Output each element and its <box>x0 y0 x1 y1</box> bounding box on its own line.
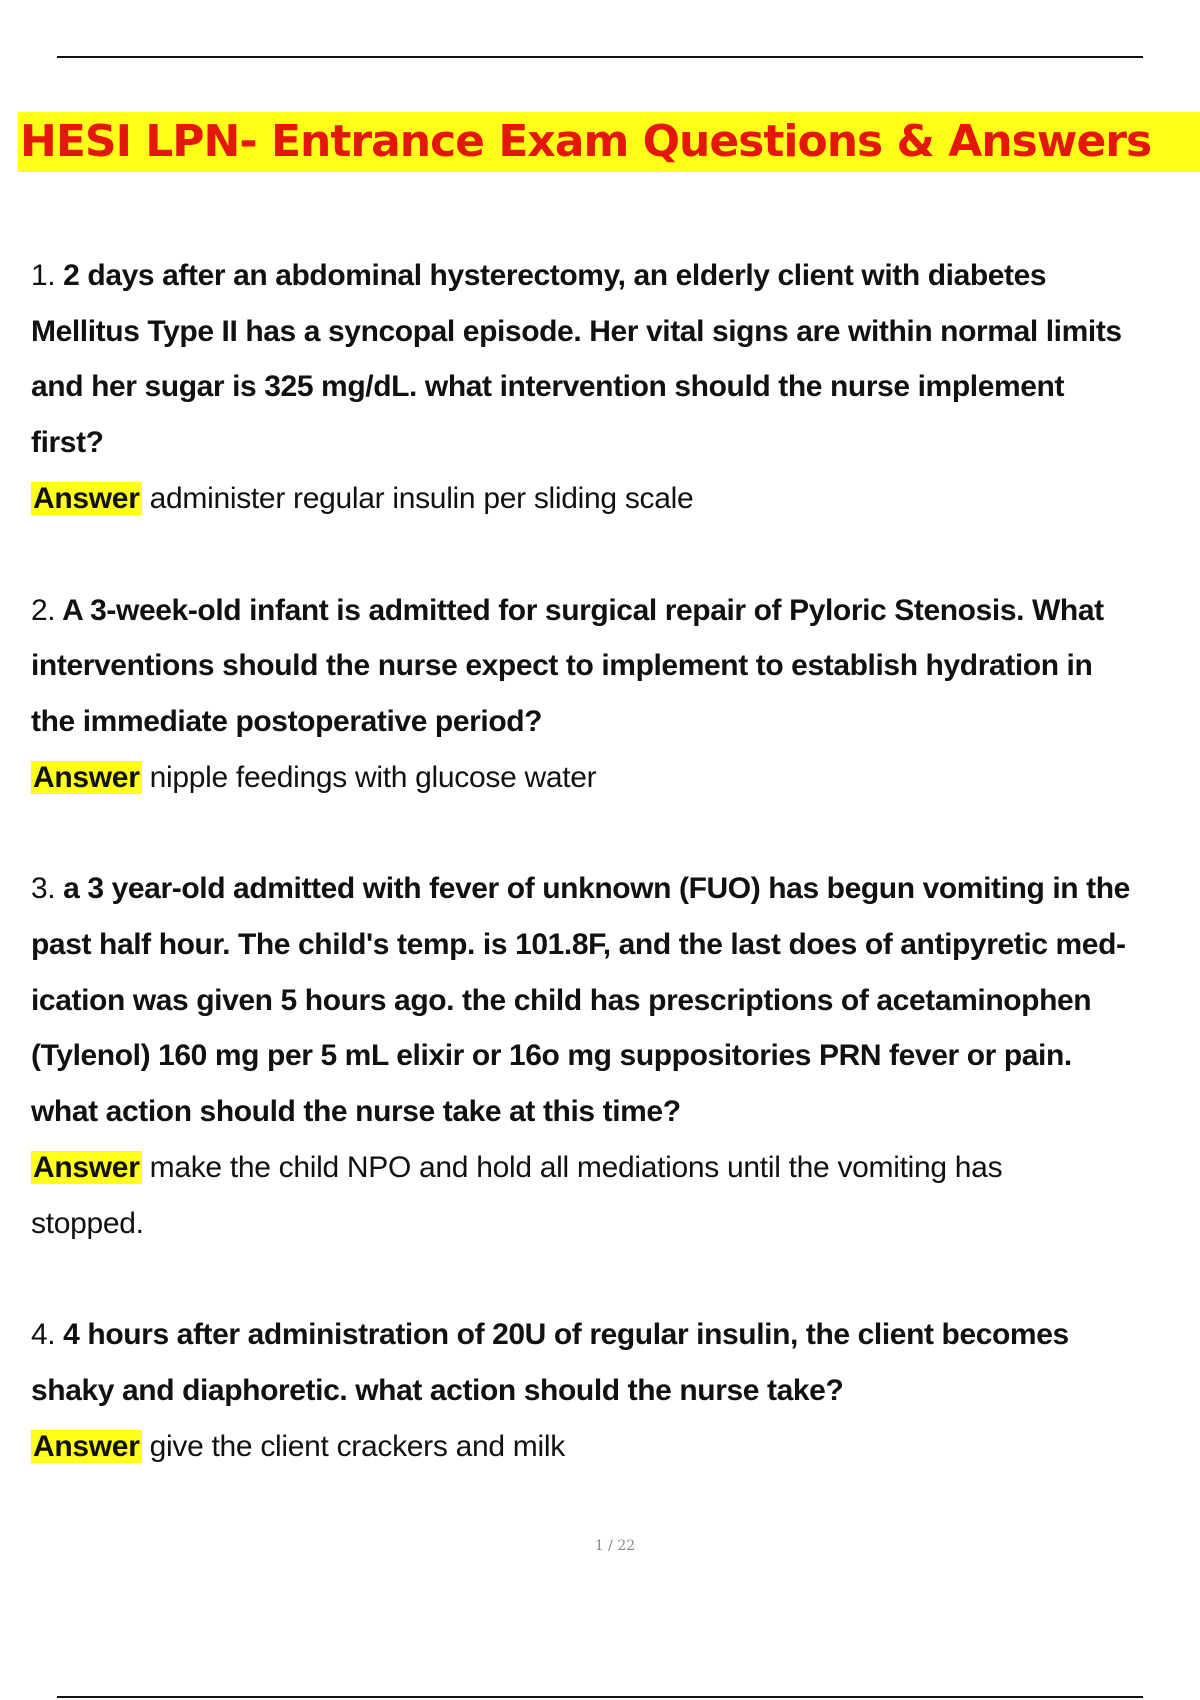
question-block-4 <box>31 1307 1200 1474</box>
question-block-3 <box>31 861 1200 1251</box>
question-3-line-1: 3. a 3 year-old admitted with fever of unknown (FUO) has begun vomiting in the <box>31 872 1130 906</box>
answer-4-line-1 <box>31 1419 1200 1475</box>
answer-label: Answer <box>33 760 140 794</box>
question-1-line-2: Mellitus Type II has a syncopal episode. Her vital signs are within normal limits <box>31 314 1122 348</box>
page-number: 1 / 22 <box>594 1538 636 1554</box>
question-2-line-1: 2. A 3-week-old infant is admitted for surgical repair of Pyloric Stenosis. What <box>31 593 1104 627</box>
question-1-line-1: 1. 2 days after an abdominal hysterectomy, an elderly client with diabetes <box>31 259 1047 292</box>
document-title: HESI LPN- Entrance Exam Questions & Answers <box>20 116 1152 167</box>
answer-3-line-2: stopped. <box>31 1206 144 1240</box>
question-1-line-3: and her sugar is 325 mg/dL. what intervention should the nurse implement <box>31 370 1065 404</box>
answer-4-text: give the client crackers and milk <box>149 1429 565 1463</box>
question-block-2 <box>31 583 1200 806</box>
question-1-number: 1. <box>31 259 56 292</box>
answer-label: Answer <box>33 1429 140 1463</box>
answer-label: Answer <box>33 1150 140 1184</box>
answer-label: Answer <box>33 481 140 515</box>
question-3-line-3: ication was given 5 hours ago. the child has prescriptions of acetaminophen <box>31 983 1092 1017</box>
footer-rule <box>57 1696 1143 1698</box>
question-4-line-2: shaky and diaphoretic. what action should the nurse take? <box>31 1373 844 1407</box>
answer-2-text: nipple feedings with glucose water <box>149 760 597 794</box>
question-2-line-2: interventions should the nurse expect to implement to establish hydration in <box>31 649 1093 683</box>
answer-1-text: administer regular insulin per sliding scale <box>149 481 694 515</box>
question-4-line-1: 4. 4 hours after administration of 20U of regular insulin, the client becomes <box>31 1318 1069 1352</box>
answer-2-line-1 <box>31 750 1200 806</box>
question-3-line-5: what action should the nurse take at this time? <box>31 1095 681 1129</box>
question-3-line-2: past half hour. The child's temp. is 101.8F, and the last does of antipyretic med- <box>31 928 1126 962</box>
header-rule <box>57 56 1143 58</box>
question-block-1 <box>31 248 1200 527</box>
question-3-number: 3. <box>31 872 56 906</box>
question-2-number: 2. <box>31 593 56 627</box>
question-2-line-3: the immediate postoperative period? <box>31 704 543 738</box>
question-list <box>31 248 1200 1530</box>
question-3-line-4: (Tylenol) 160 mg per 5 mL elixir or 16o mg suppositories PRN fever or pain. <box>31 1039 1072 1073</box>
question-1-line-4: first? <box>31 426 104 460</box>
answer-1-line-1 <box>31 471 1200 527</box>
question-4-number: 4. <box>31 1318 56 1352</box>
document-title-highlight <box>18 112 1200 172</box>
answer-3-text: make the child NPO and hold all mediations until the vomiting has <box>149 1150 1003 1184</box>
answer-3-line-1 <box>31 1140 1200 1196</box>
